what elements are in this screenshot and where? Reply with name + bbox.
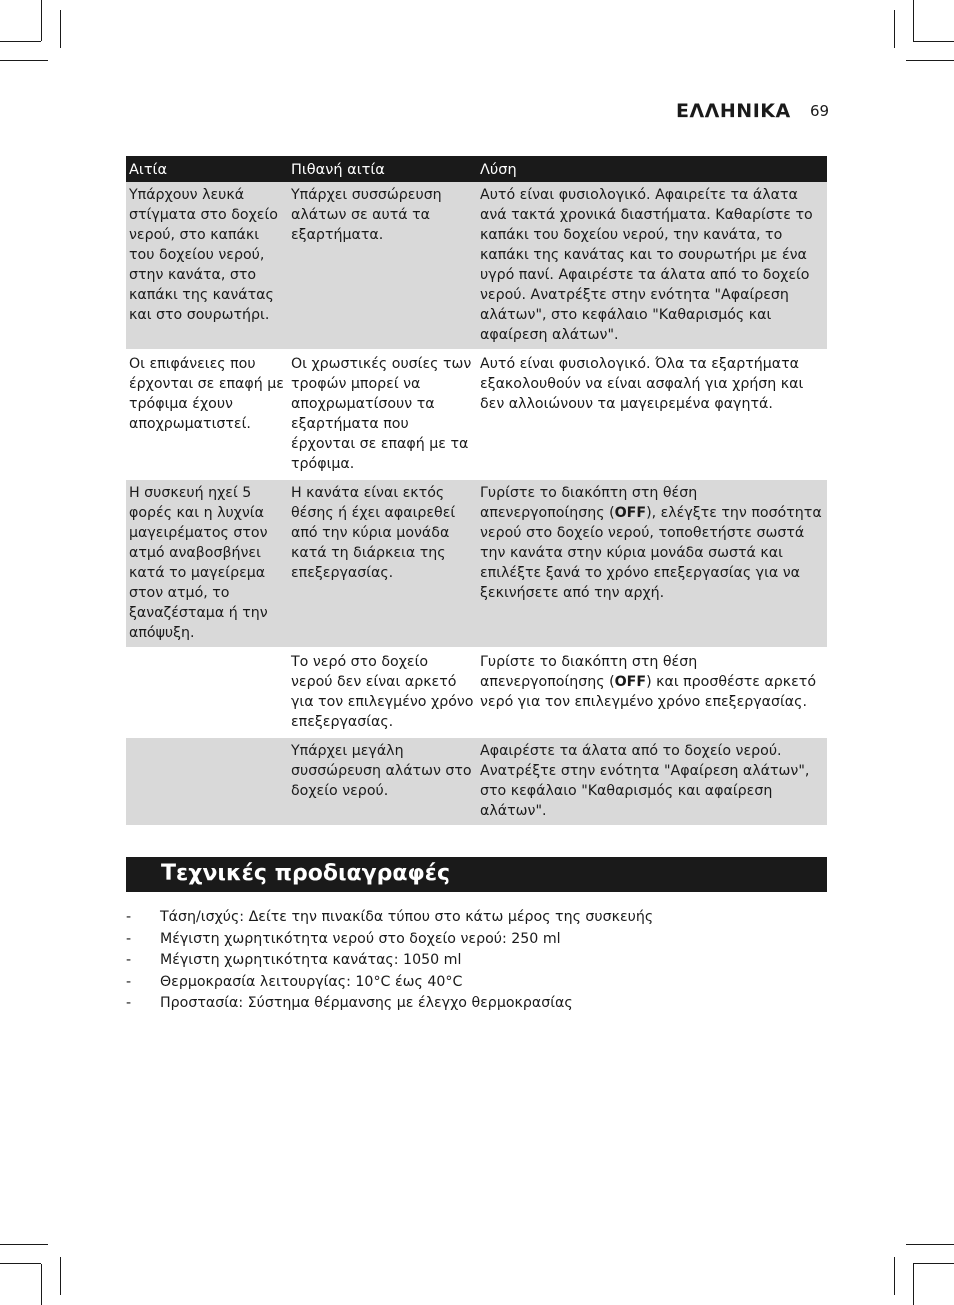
crop-mark bbox=[906, 1244, 954, 1245]
specs-list bbox=[126, 907, 653, 1015]
solution-text: ) και προσθέστε αρκετό νερό για τον επιλεγμένο χρόνο επεξεργασίας. bbox=[480, 674, 817, 710]
crop-mark bbox=[913, 41, 954, 42]
solution-cell: Αυτό είναι φυσιολογικό. Όλα τα εξαρτήματα εξακολουθούν να είναι ασφαλή για χρήση και δεν αλλοιώνουν τα μαγειρεμένα φαγητά. bbox=[477, 350, 827, 479]
table-row bbox=[126, 648, 827, 737]
column-header-cause: Πιθανή αιτία bbox=[288, 156, 477, 182]
bullet-dash: - bbox=[126, 930, 132, 947]
bullet-dash: - bbox=[126, 995, 132, 1011]
list-item bbox=[126, 907, 653, 929]
spec-text: Θερμοκρασία λειτουργίας: 10°C έως 40°C bbox=[160, 973, 463, 990]
problem-cell: Η συσκευή ηχεί 5 φορές και η λυχνία μαγειρέματος στον ατμό αναβοσβήνει κατά το μαγείρεμα στον ατμό, το ξαναζέσταμα ή την απόψυξη. bbox=[126, 479, 288, 648]
crop-mark bbox=[0, 1244, 48, 1245]
bullet-dash: - bbox=[126, 973, 132, 990]
solution-cell bbox=[477, 648, 827, 737]
troubleshooting-table bbox=[126, 156, 827, 827]
solution-cell bbox=[477, 479, 827, 648]
bullet-dash: - bbox=[126, 909, 132, 925]
crop-mark bbox=[913, 0, 914, 41]
crop-mark bbox=[60, 10, 61, 48]
column-header-problem: Αιτία bbox=[126, 156, 288, 182]
column-header-solution: Λύση bbox=[477, 156, 827, 182]
page-number: 69 bbox=[810, 102, 830, 120]
problem-cell: Οι επιφάνειες που έρχονται σε επαφή με τρόφιμα έχουν αποχρωματιστεί. bbox=[126, 350, 288, 479]
off-label: OFF bbox=[614, 674, 647, 690]
problem-cell: Υπάρχουν λευκά στίγματα στο δοχείο νερού, στο καπάκι του δοχείου νερού, στην κανάτα, στο καπάκι της κανάτας και στο σουρωτήρι. bbox=[126, 182, 288, 350]
crop-mark bbox=[0, 60, 48, 61]
crop-mark bbox=[894, 10, 895, 48]
spec-text: Τάση/ισχύς: Δείτε την πινακίδα τύπου στο κάτω μέρος της συσκευής bbox=[160, 909, 654, 925]
list-item bbox=[126, 972, 653, 994]
crop-mark bbox=[913, 1263, 954, 1264]
table-row bbox=[126, 182, 827, 350]
problem-cell bbox=[126, 737, 288, 826]
list-item bbox=[126, 993, 653, 1015]
solution-text: ), ελέγξτε την ποσότητα νερού στο δοχείο νερού, τοποθετήστε σωστά την κανάτα στην κύρια μονάδα σωστά και επιλέξτε ξανά το χρόνο επεξεργασίας για να ξεκινήσετε από την αρχή. bbox=[480, 505, 822, 601]
cause-cell: Η κανάτα είναι εκτός θέσης ή έχει αφαιρεθεί από την κύρια μονάδα κατά τη διάρκεια της επεξεργασίας. bbox=[288, 479, 477, 648]
cause-cell: Υπάρχει μεγάλη συσσώρευση αλάτων στο δοχείο νερού. bbox=[288, 737, 477, 826]
solution-cell: Αυτό είναι φυσιολογικό. Αφαιρείτε τα άλατα ανά τακτά χρονικά διαστήματα. Καθαρίστε το καπάκι του δοχείου νερού, την κανάτα, το καπάκι της κανάτας και το σουρωτήρι με ένα υγρό πανί. Αφαιρέστε τα άλατα από το δοχείο νερού. Ανατρέξτε στην ενότητα "Αφαίρεση αλάτων", στο κεφάλαιο "Καθαρισμός και αφαίρεση αλάτων". bbox=[477, 182, 827, 350]
cause-cell: Οι χρωστικές ουσίες των τροφών μπορεί να αποχρωματίσουν τα εξαρτήματα που έρχονται σε επαφή με τα τρόφιμα. bbox=[288, 350, 477, 479]
crop-mark bbox=[41, 0, 42, 41]
solution-text: Γυρίστε το διακόπτη στη θέση απενεργοποίησης ( bbox=[480, 485, 698, 521]
solution-cell: Αφαιρέστε τα άλατα από το δοχείο νερού. Ανατρέξτε στην ενότητα "Αφαίρεση αλάτων", στο κεφάλαιο "Καθαρισμός και αφαίρεση αλάτων". bbox=[477, 737, 827, 826]
crop-mark bbox=[60, 1257, 61, 1295]
table-row bbox=[126, 479, 827, 648]
specs-section-bar bbox=[126, 857, 827, 892]
crop-mark bbox=[894, 1257, 895, 1295]
crop-mark bbox=[906, 60, 954, 61]
solution-text: Γυρίστε το διακόπτη στη θέση απενεργοποίησης ( bbox=[480, 654, 698, 690]
list-item bbox=[126, 950, 653, 972]
bullet-dash: - bbox=[126, 952, 132, 968]
table-row bbox=[126, 737, 827, 826]
crop-mark bbox=[41, 1264, 42, 1305]
cause-cell: Το νερό στο δοχείο νερού δεν είναι αρκετό για τον επιλεγμένο χρόνο επεξεργασίας. bbox=[288, 648, 477, 737]
spec-text: Μέγιστη χωρητικότητα κανάτας: 1050 ml bbox=[160, 952, 462, 968]
crop-mark bbox=[0, 41, 41, 42]
table-header-row bbox=[126, 156, 827, 182]
table-row bbox=[126, 350, 827, 479]
spec-text: Προστασία: Σύστημα θέρμανσης με έλεγχο θερμοκρασίας bbox=[160, 995, 573, 1011]
cause-cell: Υπάρχει συσσώρευση αλάτων σε αυτά τα εξαρτήματα. bbox=[288, 182, 477, 350]
language-heading: ΕΛΛΗΝΙΚΑ bbox=[676, 100, 791, 122]
problem-cell bbox=[126, 648, 288, 737]
specs-title: Τεχνικές προδιαγραφές bbox=[161, 861, 450, 886]
off-label: OFF bbox=[614, 505, 647, 521]
crop-mark bbox=[913, 1264, 914, 1305]
list-item bbox=[126, 929, 653, 951]
crop-mark bbox=[0, 1263, 41, 1264]
spec-text: Μέγιστη χωρητικότητα νερού στο δοχείο νερού: 250 ml bbox=[160, 930, 561, 947]
